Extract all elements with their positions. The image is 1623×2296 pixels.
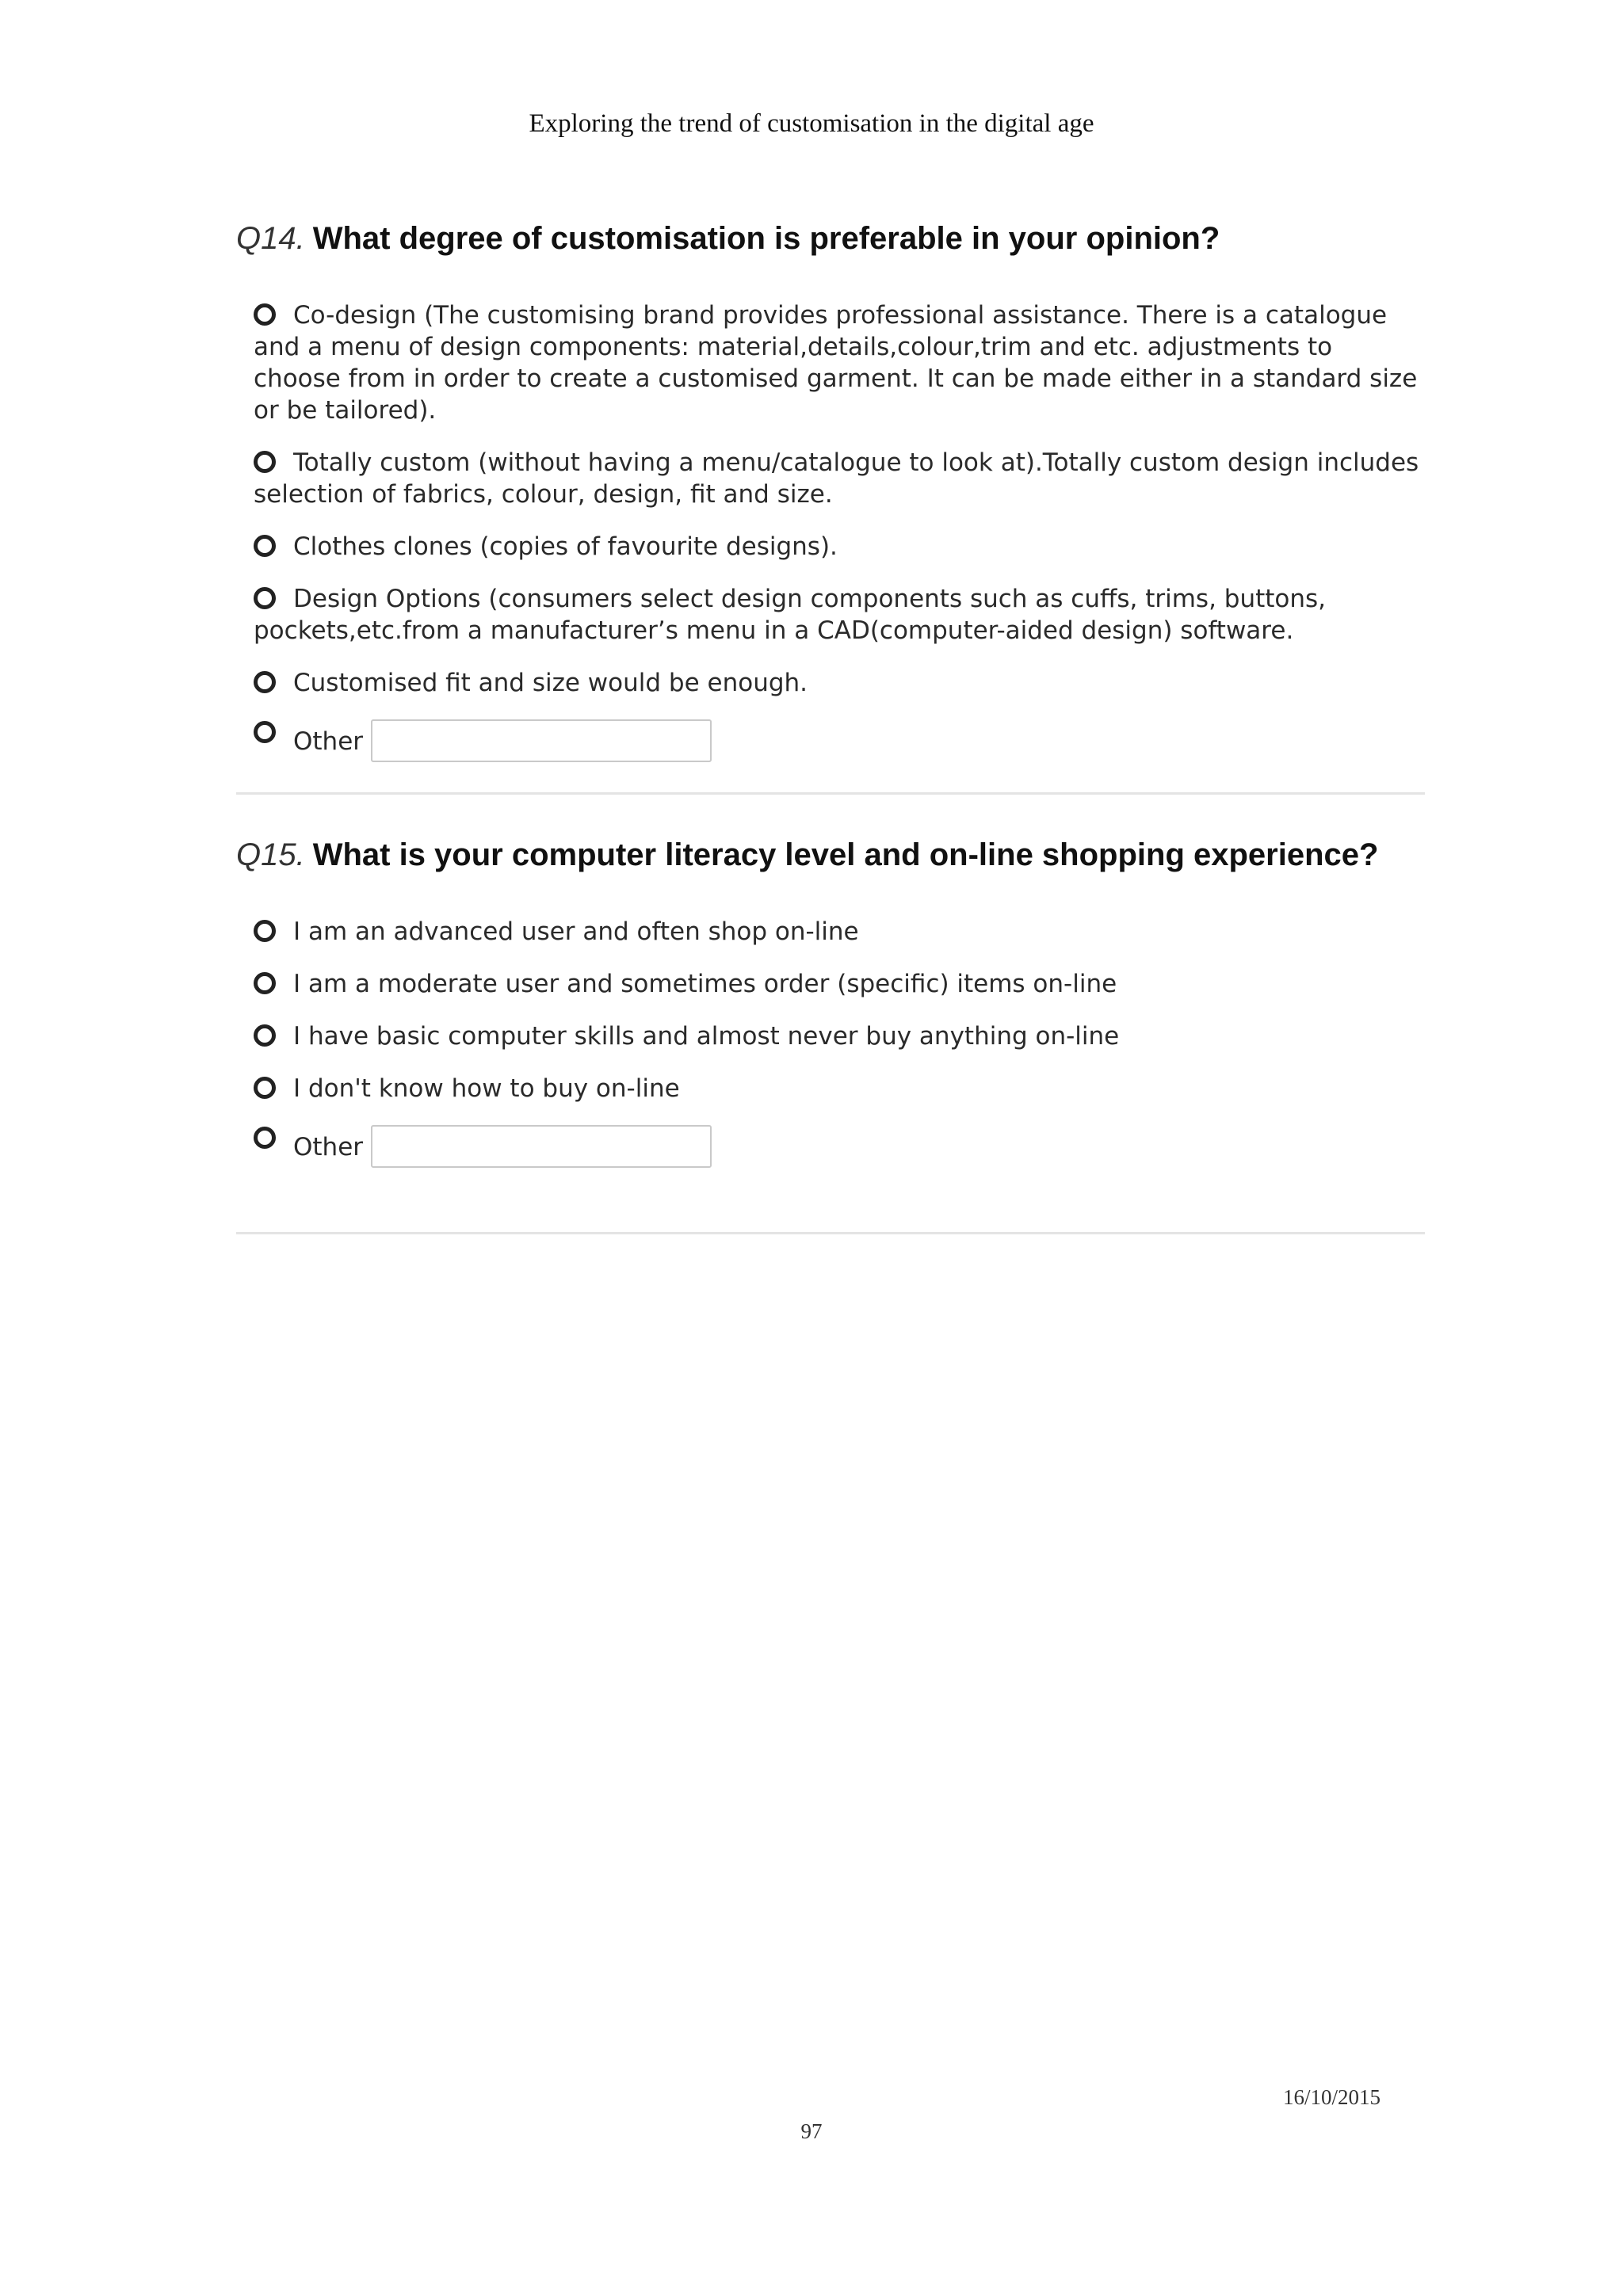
radio-button-icon[interactable]	[254, 920, 276, 942]
option-list	[236, 299, 1426, 757]
option-label: Co-design (The customising brand provides professional assistance. There is a catalogue and a menu of design components: material,details,colour,trim and etc. adjustments to choose from in order to create a customised garment. It can be made either in a standard size or be tailored).	[254, 301, 1418, 425]
option-label: I am a moderate user and sometimes order (specific) items on-line	[293, 970, 1117, 998]
page-number: 97	[800, 2119, 823, 2143]
question-title	[236, 219, 1425, 258]
radio-button-icon[interactable]	[254, 671, 276, 693]
option-customised-fit[interactable]	[254, 667, 1426, 699]
question-number: Q15.	[236, 837, 305, 872]
radio-button-icon[interactable]	[254, 1127, 276, 1149]
option-label: Totally custom (without having a menu/catalogue to look at).Totally custom design includes selection of fabrics, colour, design, fit and size.	[254, 448, 1419, 509]
other-text-input[interactable]	[371, 719, 712, 762]
section-divider	[236, 1232, 1425, 1234]
question-text: What is your computer literacy level and on-line shopping experience?	[312, 837, 1379, 872]
option-totally-custom[interactable]	[254, 447, 1426, 510]
option-label: Clothes clones (copies of favourite designs).	[293, 532, 838, 561]
option-dont-know[interactable]	[254, 1073, 1426, 1104]
radio-button-icon[interactable]	[254, 451, 276, 473]
option-basic-skills[interactable]	[254, 1020, 1426, 1052]
option-other[interactable]	[254, 1125, 1426, 1163]
radio-button-icon[interactable]	[254, 1024, 276, 1047]
option-label: Other	[293, 1133, 364, 1161]
option-label: I am an advanced user and often shop on-line	[293, 917, 859, 946]
option-moderate-user[interactable]	[254, 968, 1426, 1000]
radio-button-icon[interactable]	[254, 721, 276, 743]
option-advanced-user[interactable]	[254, 916, 1426, 948]
radio-button-icon[interactable]	[254, 303, 276, 326]
radio-button-icon[interactable]	[254, 1077, 276, 1099]
question-number: Q14.	[236, 221, 305, 256]
option-other[interactable]	[254, 719, 1426, 757]
option-design-options[interactable]	[254, 583, 1426, 646]
running-header: Exploring the trend of customisation in the digital age	[529, 109, 1094, 138]
footer-date: 16/10/2015	[1282, 2085, 1381, 2109]
other-text-input[interactable]	[371, 1125, 712, 1168]
section-divider	[236, 792, 1425, 795]
option-list	[236, 916, 1426, 1163]
option-label: I don't know how to buy on-line	[293, 1074, 680, 1103]
question-q14	[236, 219, 1425, 778]
radio-button-icon[interactable]	[254, 535, 276, 557]
question-title	[236, 835, 1425, 875]
option-label: I have basic computer skills and almost never buy anything on-line	[293, 1022, 1120, 1051]
question-text: What degree of customisation is preferable in your opinion?	[312, 221, 1220, 256]
radio-button-icon[interactable]	[254, 972, 276, 994]
option-label: Other	[293, 727, 364, 756]
option-clothes-clones[interactable]	[254, 531, 1426, 563]
option-label: Customised fit and size would be enough.	[293, 669, 808, 697]
option-co-design[interactable]	[254, 299, 1426, 426]
radio-button-icon[interactable]	[254, 587, 276, 609]
option-label: Design Options (consumers select design components such as cuffs, trims, buttons, pockets,etc.from a manufacturer’s menu in a CAD(computer-aided design) software.	[254, 585, 1327, 645]
question-q15	[236, 835, 1425, 1184]
